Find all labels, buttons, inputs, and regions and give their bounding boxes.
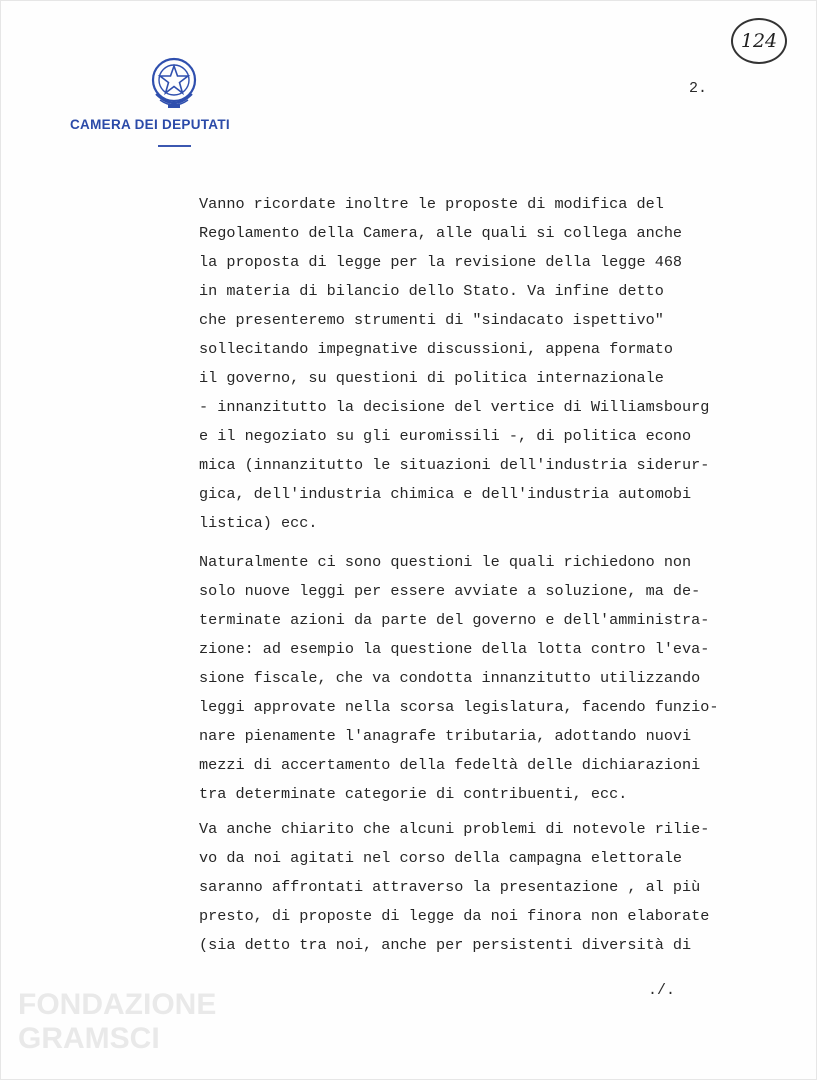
- watermark-line: FONDAZIONE: [18, 988, 217, 1021]
- text-line: tra determinate categorie di contribuenti, ecc.: [199, 785, 628, 803]
- text-line: e il negoziato su gli euromissili -, di politica econo: [199, 427, 692, 445]
- text-line: (sia detto tra noi, anche per persistenti diversità di: [199, 936, 692, 954]
- text-line: mica (innanzitutto le situazioni dell'industria siderur-: [199, 456, 710, 474]
- archive-number: 124: [740, 30, 778, 52]
- text-line: vo da noi agitati nel corso della campagna elettorale: [199, 849, 683, 867]
- text-line: nare pienamente l'anagrafe tributaria, adottando nuovi: [199, 727, 692, 745]
- header-divider: [158, 145, 191, 147]
- text-line: Vanno ricordate inoltre le proposte di modifica del: [199, 195, 664, 213]
- text-line: presto, di proposte di legge da noi finora non elaborate: [199, 907, 710, 925]
- archive-number-stamp: [731, 18, 787, 64]
- text-line: leggi approvate nella scorsa legislatura, facendo funzio-: [199, 698, 719, 716]
- text-line: Regolamento della Camera, alle quali si collega anche: [199, 224, 683, 242]
- page-number: 2.: [689, 80, 708, 97]
- text-line: il governo, su questioni di politica internazionale: [199, 369, 664, 387]
- archive-watermark: [18, 988, 217, 1068]
- text-line: solo nuove leggi per essere avviate a soluzione, ma de-: [199, 582, 701, 600]
- text-line: zione: ad esempio la questione della lotta contro l'eva-: [199, 640, 710, 658]
- text-line: Va anche chiarito che alcuni problemi di notevole rilie-: [199, 820, 710, 838]
- institution-name: CAMERA DEI DEPUTATI: [70, 117, 230, 132]
- text-line: gica, dell'industria chimica e dell'industria automobi: [199, 485, 692, 503]
- text-line: sione fiscale, che va condotta innanzitutto utilizzando: [199, 669, 701, 687]
- text-line: sollecitando impegnative discussioni, appena formato: [199, 340, 673, 358]
- text-line: che presenteremo strumenti di "sindacato ispettivo": [199, 311, 664, 329]
- paragraph-3: [199, 815, 799, 960]
- text-line: terminate azioni da parte del governo e dell'amministra-: [199, 611, 710, 629]
- paragraph-2: [199, 548, 799, 809]
- text-line: Naturalmente ci sono questioni le quali richiedono non: [199, 553, 692, 571]
- text-line: - innanzitutto la decisione del vertice di Williamsbourg: [199, 398, 710, 416]
- italian-republic-emblem-icon: [148, 56, 200, 112]
- watermark-line: GRAMSCI: [18, 1022, 160, 1055]
- text-line: listica) ecc.: [199, 514, 318, 532]
- text-line: in materia di bilancio dello Stato. Va infine detto: [199, 282, 664, 300]
- text-line: mezzi di accertamento della fedeltà delle dichiarazioni: [199, 756, 701, 774]
- text-line: la proposta di legge per la revisione della legge 468: [199, 253, 683, 271]
- paragraph-1: [199, 190, 799, 538]
- continuation-mark: ./.: [648, 982, 676, 999]
- text-line: saranno affrontati attraverso la presentazione , al più: [199, 878, 701, 896]
